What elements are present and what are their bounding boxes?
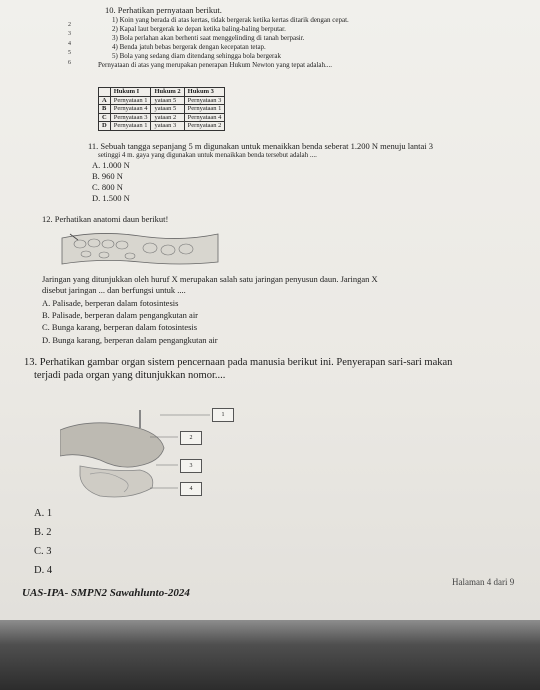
organ-label-1: 1 xyxy=(212,408,234,422)
q11-option-d: D. 1.500 N xyxy=(92,193,130,203)
q12-option-b: B. Palisade, berperan dalam pengangkutan air xyxy=(42,310,199,320)
table-cell: Pernyataan 1 xyxy=(110,96,151,105)
table-header-row xyxy=(99,88,225,97)
q10-prompt: Pernyataan di atas yang merupakan penerapan Hukum Newton yang tepat adalah.... xyxy=(98,61,333,69)
q11-option-c: C. 800 N xyxy=(92,182,123,192)
page-shadow xyxy=(0,620,540,690)
table-cell: B xyxy=(99,105,111,114)
margin-number: 4 xyxy=(68,41,71,47)
table-cell: Pernyataan 3 xyxy=(110,113,151,122)
q10-item-1: 1) Koin yang berada di atas kertas, tidak bergerak ketika kertas ditarik dengan cepat. xyxy=(112,16,349,24)
q10-title: 10. Perhatikan pernyataan berikut. xyxy=(105,5,222,15)
q11-line-2: setinggi 4 m. gaya yang digunakan untuk menaikkan benda tersebut adalah .... xyxy=(98,151,317,159)
q11-option-a: A. 1.000 N xyxy=(92,160,130,170)
organ-label-2: 2 xyxy=(180,431,202,445)
table-cell: yataan 5 xyxy=(151,105,184,114)
q12-option-d: D. Bunga karang, berperan dalam pengangkutan air xyxy=(42,335,218,345)
table-cell: A xyxy=(99,96,111,105)
table-row xyxy=(99,105,225,114)
q13-option-c: C. 3 xyxy=(34,546,52,557)
margin-number: 5 xyxy=(68,50,71,56)
q11-option-b: B. 960 N xyxy=(92,171,123,181)
newton-law-table xyxy=(98,87,225,131)
footer-school: UAS-IPA- SMPN2 Sawahlunto-2024 xyxy=(22,587,190,599)
table-header: Hukum 3 xyxy=(184,88,225,97)
q12-title: 12. Perhatikan anatomi daun berikut! xyxy=(42,214,169,224)
margin-number: 6 xyxy=(68,60,71,66)
table-cell: Pernyataan 3 xyxy=(184,96,225,105)
table-cell: Pernyataan 4 xyxy=(184,113,225,122)
table-header: Hukum I xyxy=(110,88,151,97)
table-cell: Pernyataan 2 xyxy=(184,122,225,131)
table-cell: yataan 2 xyxy=(151,113,184,122)
q12-option-a: A. Palisade, berperan dalam fotosintesis xyxy=(42,298,179,308)
footer-page-number: Halaman 4 dari 9 xyxy=(452,577,515,587)
q10-item-2: 2) Kapal laut bergerak ke depan ketika baling-baling berputar. xyxy=(112,25,286,33)
q13-line-1: 13. Perhatikan gambar organ sistem pencernaan pada manusia berikut ini. Penyerapan sari-sari makan xyxy=(24,357,453,368)
organ-label-4: 4 xyxy=(180,482,202,496)
table-cell: Pernyataan 4 xyxy=(110,105,151,114)
table-cell: yataan 3 xyxy=(151,122,184,131)
q10-item-5: 5) Bola yang sedang diam ditendang sehingga bola bergerak xyxy=(112,52,281,60)
margin-number: 3 xyxy=(68,31,71,37)
q12-line-1: Jaringan yang ditunjukkan oleh huruf X merupakan salah satu jaringan penyusun daun. Jaringan X xyxy=(42,274,378,284)
q11-line-1: 11. Sebuah tangga sepanjang 5 m digunakan untuk menaikkan benda seberat 1.200 N menuju lantai 3 xyxy=(88,141,434,151)
q12-option-c: C. Bunga karang, berperan dalam fotosintesis xyxy=(42,322,198,332)
table-row xyxy=(99,113,225,122)
leaf-anatomy-image xyxy=(60,228,220,268)
q10-item-4: 4) Benda jatuh bebas bergerak dengan kecepatan tetap. xyxy=(112,43,266,51)
q13-option-d: D. 4 xyxy=(34,565,53,576)
table-cell: Pernyataan 1 xyxy=(110,122,151,131)
q13-option-b: B. 2 xyxy=(34,527,52,538)
table-cell: Pernyataan 1 xyxy=(184,105,225,114)
table-cell: D xyxy=(99,122,111,131)
table-row xyxy=(99,96,225,105)
table-row xyxy=(99,122,225,131)
digestive-system-image xyxy=(60,400,230,505)
table-header xyxy=(99,88,111,97)
q10-item-3: 3) Bola perlahan akan berhenti saat menggelinding di tanah berpasir. xyxy=(112,34,305,42)
margin-number: 2 xyxy=(68,22,71,28)
table-cell: yataan 5 xyxy=(151,96,184,105)
organ-label-3: 3 xyxy=(180,459,202,473)
table-header: Hukum 2 xyxy=(151,88,184,97)
q12-line-2: disebut jaringan ... dan berfungsi untuk .... xyxy=(42,285,186,295)
table-cell: C xyxy=(99,113,111,122)
q13-line-2: terjadi pada organ yang ditunjukkan nomor.... xyxy=(34,370,226,381)
q13-option-a: A. 1 xyxy=(34,508,53,519)
